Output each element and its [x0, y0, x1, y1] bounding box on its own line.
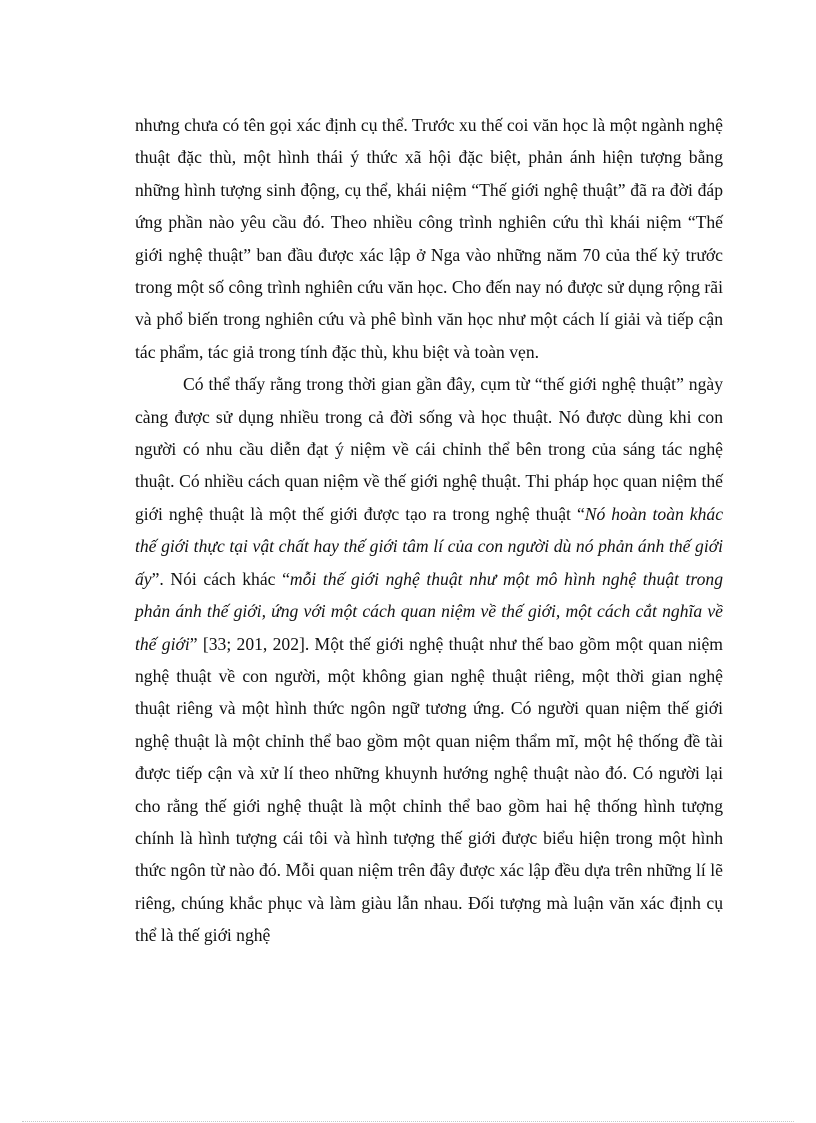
paragraph-2-text-3: ” [33; 201, 202]. Một thế giới nghệ thuật như thế bao gồm một quan niệm nghệ thuật về con người, một không gian nghệ thuật riêng, một thời gian nghệ thuật riêng và một hình thức ngôn ngữ tương ứng. Có người quan niệm thế giới nghệ thuật là một chỉnh thể bao gồm một quan niệm thẩm mĩ, một hệ thống đề tài được tiếp cận và xử lí theo những khuynh hướng nghệ thuật nào đó. Có người lại cho rằng thế giới nghệ thuật là một chỉnh thể bao gồm hai hệ thống hình tượng chính là hình tượng cái tôi và hình tượng thế giới được biểu hiện trong một hình thức ngôn từ nào đó. Mỗi quan niệm trên đây được xác lập đều dựa trên những lí lẽ riêng, chúng khắc phục và làm giàu lẫn nhau. Đối tượng mà luận văn xác định cụ thể là thế giới nghệ: [135, 633, 723, 946]
page-bottom-border: [22, 1121, 794, 1122]
paragraph-2-text-1: Có thể thấy rằng trong thời gian gần đây, cụm từ “thế giới nghệ thuật” ngày càng được sử dụng nhiều trong cả đời sống và học thuật. Nó được dùng khi con người có nhu cầu diễn đạt ý niệm về cái chỉnh thể bên trong của sáng tác nghệ thuật. Có nhiều cách quan niệm về thế giới nghệ thuật. Thi pháp học quan niệm thế giới nghệ thuật là một thế giới được tạo ra trong nghệ thuật “: [135, 374, 723, 524]
italic-quote-2: mỗi thế giới nghệ thuật như một mô hình nghệ thuật trong phản ánh thế giới, ứng với một cách quan niệm về thế giới, một cách cắt nghĩa về thế giới: [135, 568, 724, 654]
paragraph-2-text-2: ”. Nói cách khác “: [151, 568, 290, 589]
paragraph-1: nhưng chưa có tên gọi xác định cụ thể. Trước xu thế coi văn học là một ngành nghệ thuật đặc thù, một hình thái ý thức xã hội đặc biệt, phản ánh hiện tượng bằng những hình tượng sinh động, cụ thể, khái niệm “Thế giới nghệ thuật” đã ra đời đáp ứng phần nào yêu cầu đó. Theo nhiều công trình nghiên cứu thì khái niệm “Thế giới nghệ thuật” ban đầu được xác lập ở Nga vào những năm 70 của thế kỷ trước trong một số công trình nghiên cứu văn học. Cho đến nay nó được sử dụng rộng rãi và phổ biến trong nghiên cứu và phê bình văn học như một cách lí giải và tiếp cận tác phẩm, tác giả trong tính đặc thù, khu biệt và toàn vẹn.: [135, 115, 723, 362]
italic-quote-1: Nó hoàn toàn khác thế giới thực tại vật chất hay thế giới tâm lí của con người dù nó phản ánh thế giới ấy: [135, 503, 724, 589]
paragraph-2: [135, 368, 723, 951]
body-text: [135, 109, 723, 952]
